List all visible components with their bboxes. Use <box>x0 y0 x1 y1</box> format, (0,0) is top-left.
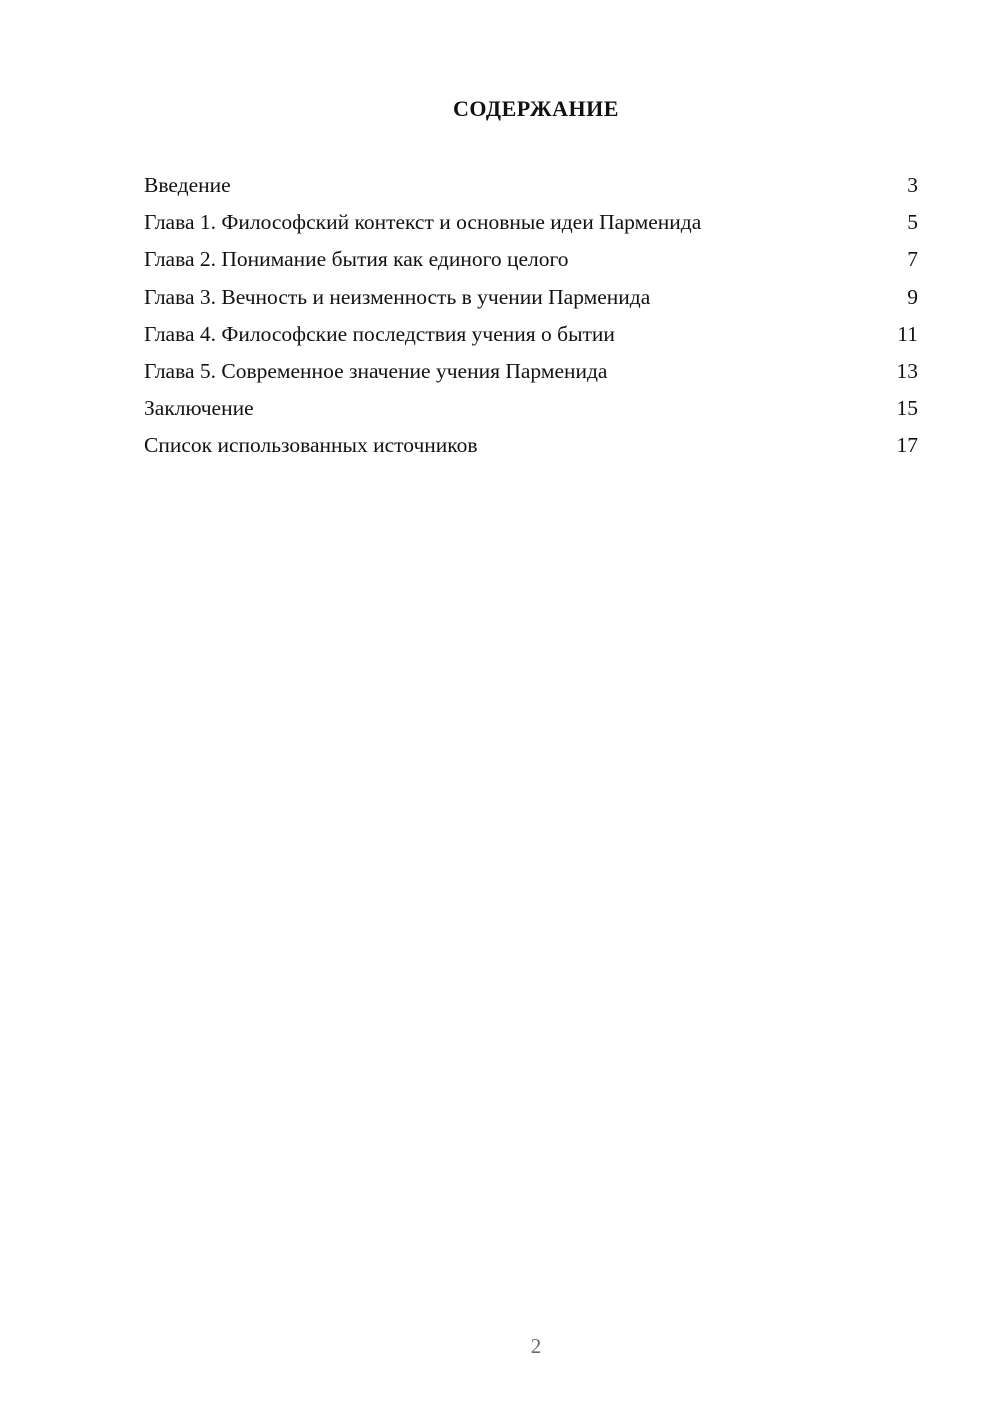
toc-entry-label: Глава 3. Вечность и неизменность в учении Парменида <box>144 284 651 309</box>
toc-entry-page: 9 <box>907 284 918 309</box>
toc-entry-label: Список использованных источников <box>144 433 478 458</box>
toc-entry-chapter-5 <box>144 356 918 393</box>
toc-entry-label: Глава 5. Современное значение учения Парменида <box>144 358 608 383</box>
toc-entry-conclusion <box>144 393 918 430</box>
page-title: СОДЕРЖАНИЕ <box>453 96 619 121</box>
table-of-contents <box>144 170 918 468</box>
toc-entry-page: 7 <box>907 247 918 272</box>
toc-entry-introduction <box>144 170 918 207</box>
toc-entry-references <box>144 430 918 467</box>
page-number: 2 <box>530 1334 542 1358</box>
toc-entry-page: 13 <box>896 358 918 383</box>
toc-entry-chapter-1 <box>144 207 918 244</box>
toc-entry-label: Глава 2. Понимание бытия как единого целого <box>144 247 569 272</box>
toc-entry-page: 5 <box>907 210 918 235</box>
toc-entry-chapter-4 <box>144 319 918 356</box>
toc-entry-label: Заключение <box>144 396 254 421</box>
toc-entry-page: 17 <box>896 433 918 458</box>
toc-entry-page: 3 <box>907 173 918 197</box>
toc-entry-chapter-2 <box>144 244 918 281</box>
toc-entry-page: 11 <box>897 321 918 346</box>
toc-entry-chapter-3 <box>144 282 918 319</box>
toc-entry-label: Введение <box>144 173 231 197</box>
toc-entry-page: 15 <box>896 396 918 421</box>
toc-entry-label: Глава 4. Философские последствия учения о бытии <box>144 321 615 346</box>
toc-entry-label: Глава 1. Философский контекст и основные идеи Парменида <box>144 210 702 235</box>
